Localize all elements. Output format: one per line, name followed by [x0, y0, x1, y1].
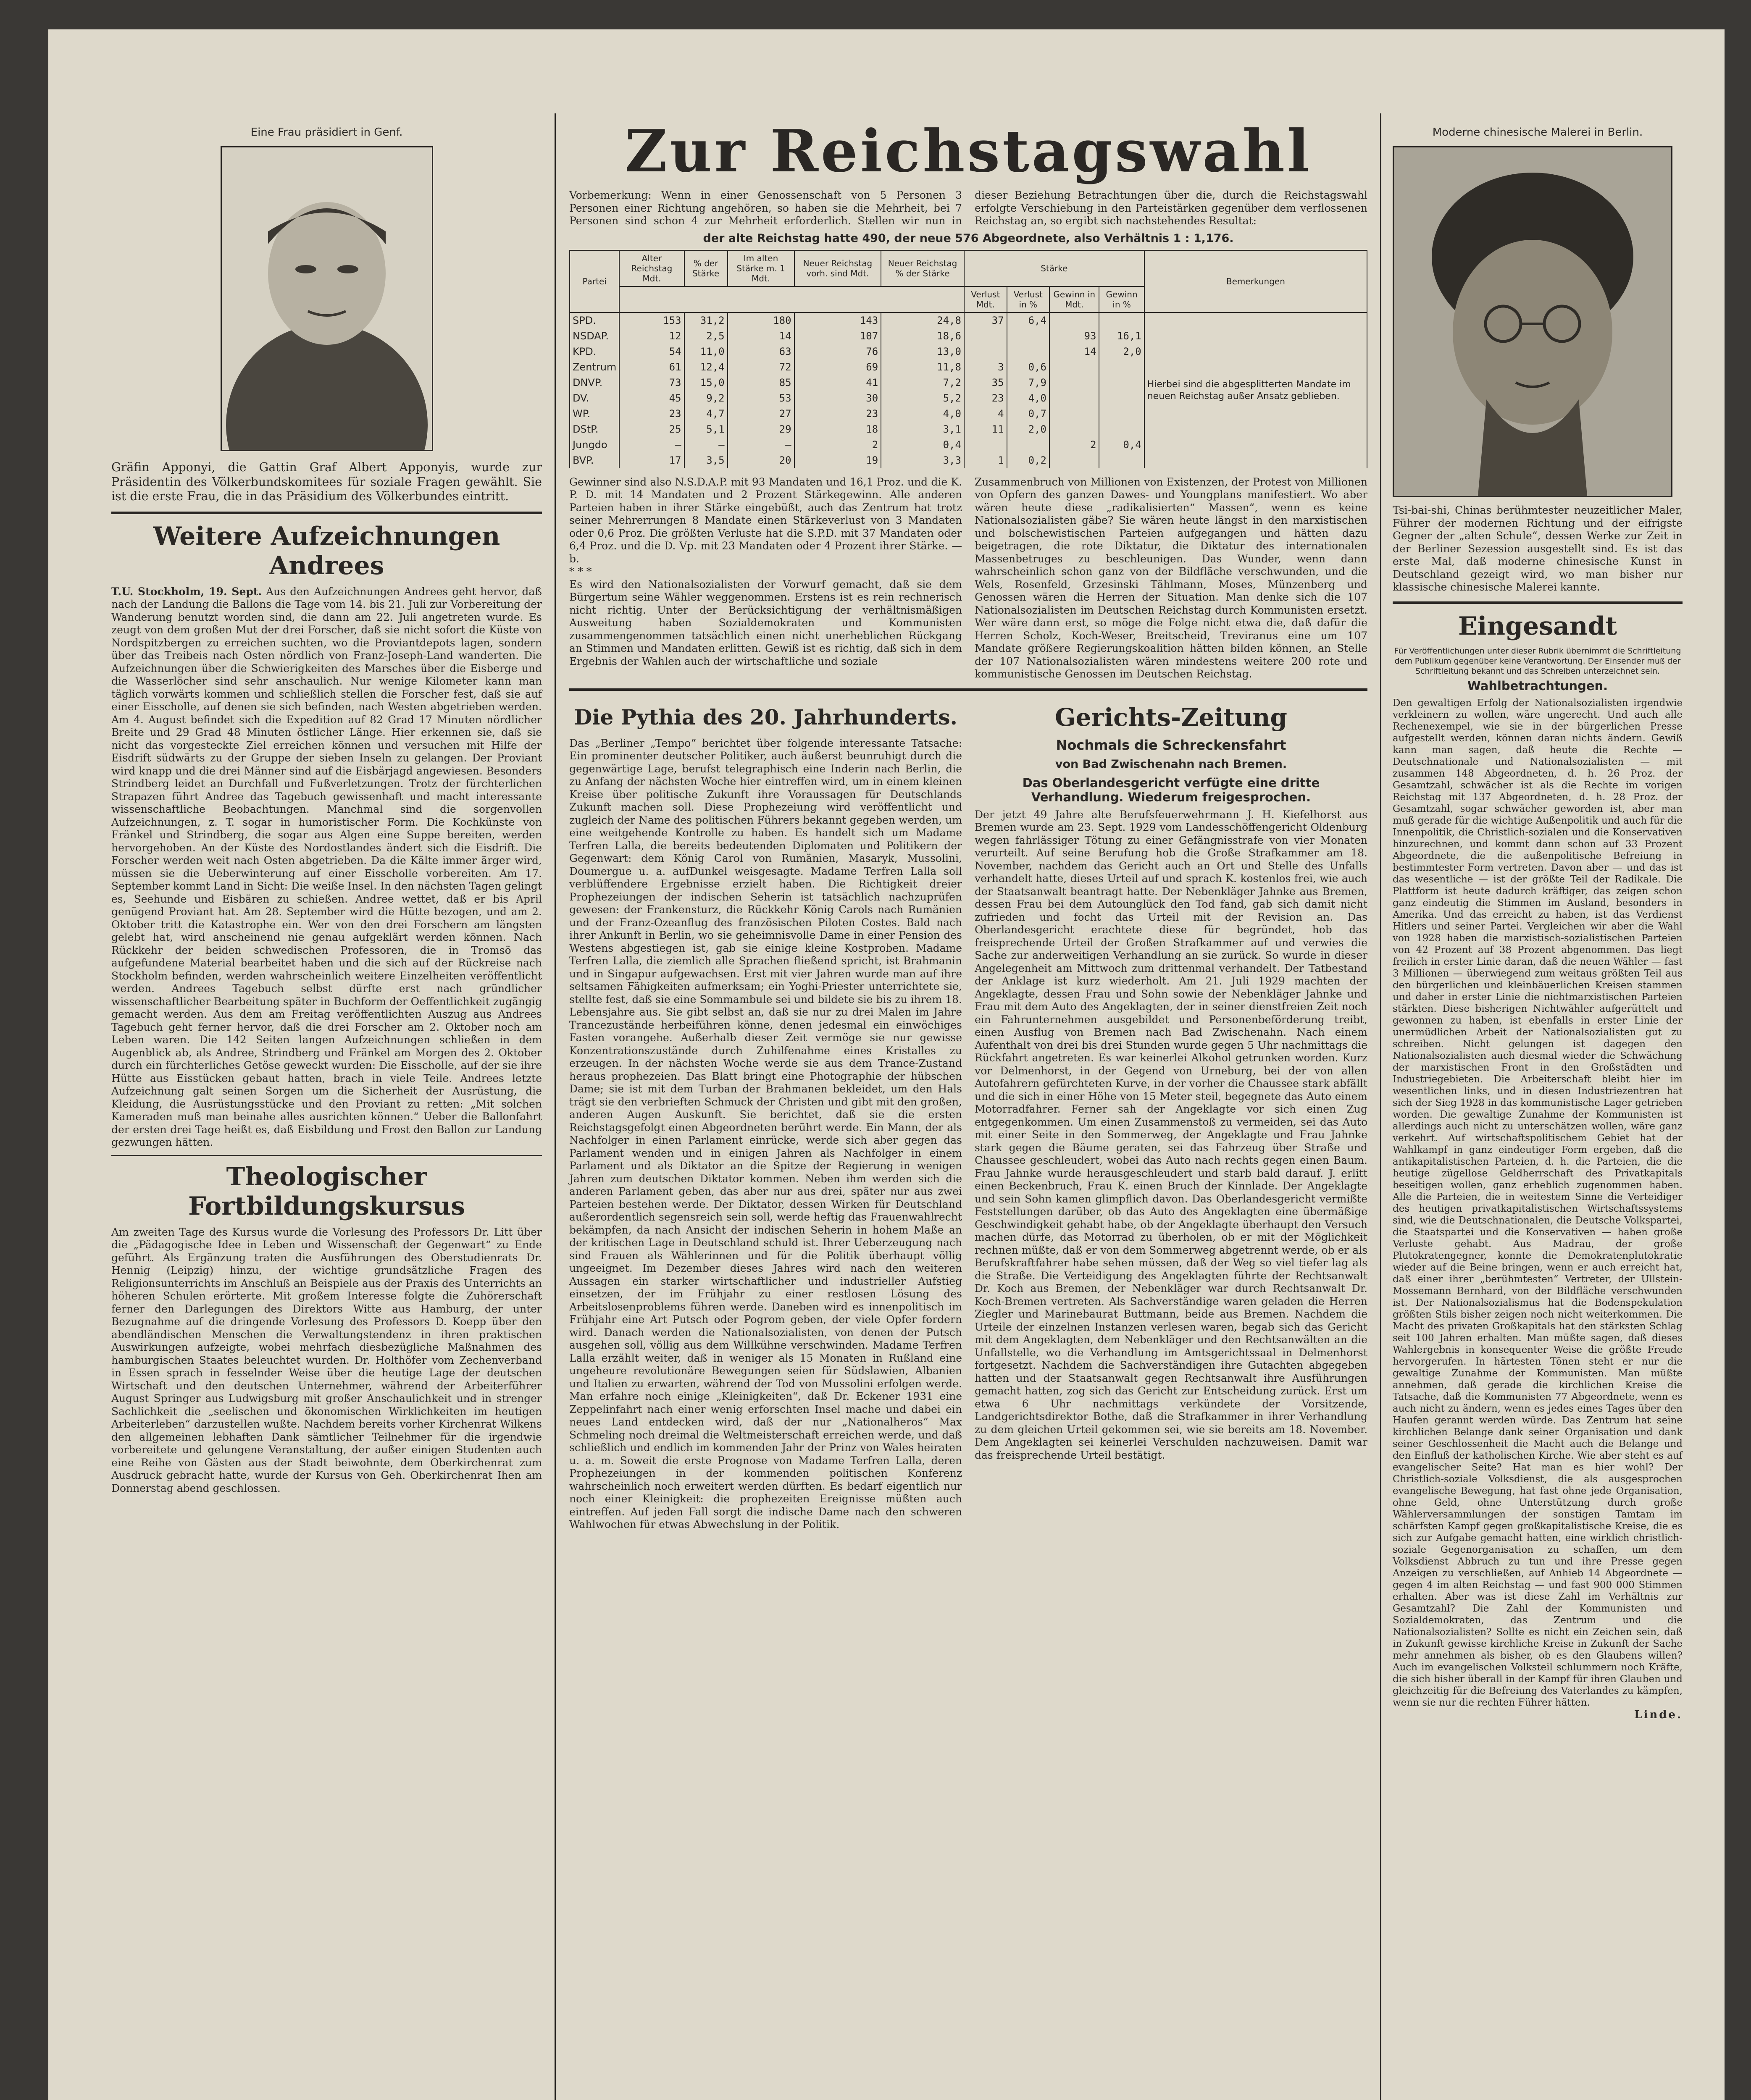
table-cell: 23	[794, 406, 881, 422]
court-body: Der jetzt 49 Jahre alte Berufsfeuerwehrmann J. H. Kiefelhorst aus Bremen wurde am 23. Sept. 1929 vom Landesschöffengericht Oldenburg wegen fahrlässiger Tötung zu einer Gefängnisstrafe von vier Monaten verurteilt. Auf seine Berufung hob die Große Strafkammer am 18. November, nachdem das Gericht auch an Ort und Stelle des Unfalls verhandelt hatte, dieses Urteil auf und sprach K. kostenlos frei, wie auch der Staatsanwalt beantragt hatte. Der Nebenkläger Jahnke aus Bremen, dessen Frau bei dem Autounglück den Tod fand, gab sich damit nicht zufrieden und focht das Urteil mit der Revision an. Das Oberlandesgericht erachtete diese für begründet, hob das freisprechende Urteil der Großen Strafkammer auf und verwies die Sache zur anderweitigen Verhandlung an sie zurück. So wurde in dieser Angelegenheit am Mittwoch zum drittenmal verhandelt. Der Tatbestand der Anklage ist kurz wiederholt. Am 21. Juli 1929 machten der Angeklagte, dessen Frau und Sohn sowie der Nebenkläger Jahnke und Frau mit dem Auto des Angeklagten, der in seiner dienstfreien Zeit noch ein Fahrunternehmen ausgebildet und Personenbeförderung treibt, einen Ausflug von Bremen nach Bad Zwischenahn. Nach einem Aufenthalt von drei bis drei Stunden wurde gegen 5 Uhr nachmittags die Rückfahrt angetreten. Es war keinerlei Alkohol getrunken worden. Kurz vor Delmenhorst, in der Gegend von Urneburg, bei der von allen Autofahrern gefürchteten Kurve, in der vorher die Chaussee stark abfällt und die sich in einer Höhe von 15 Meter steil, begegnete das Auto einem Motorradfahrer. Ferner sah der Angeklagte vor sich einen Zug entgegenkommen. Um einen Zusammenstoß zu vermeiden, sei das Auto mit einer Seite in den Sommerweg, der Angeklagte und Frau Jahnke stark gegen die Bäume geraten, sei das Fahrzeug über Straße und Chaussee geschleudert, wobei das Auto nach rechts gegen einen Baum. Frau Jahnke wurde herausgeschleudert und starb bald darauf. J. erlitt einen Beckenbruch, Frau K. einen Bruch der Kinnlade. Der Angeklagte und sein Sohn kamen glimpflich davon. Das Oberlandesgericht vermißte Feststellungen darüber, ob das Auto des Angeklagten eine übermäßige Geschwindigkeit gehabt habe, ob der Angeklagte überhaupt den Versuch machen dürfe, das Motorrad zu überholen, ob er mit der Möglichkeit rechnen müßte, daß er von dem Sommerweg abgetrennt werde, ob er als Berufskraftfahrer habe sehen müssen, daß der Weg so viel tiefer lag als die Straße. Die Verteidigung des Angeklagten führte der Rechtsanwalt Dr. Koch aus Bremen, der Nebenkläger war durch Rechtsanwalt Dr. Koch-Bremen vertreten. Als Sachverständige waren geladen die Herren Ziegler und Marinebaurat Buttmann, beide aus Bremen. Nachdem die Urteile der einzelnen Instanzen verlesen waren, begab sich das Gericht mit dem Angeklagten, dem Nebenkläger und den Rechtsanwälten an die Unfallstelle, wo die Verhandlung im Amtsgerichtssaal in Delmenhorst fortgesetzt. Nachdem die Sachverständigen ihre Gutachten abgegeben hatten und der Staatsanwalt gegen Rechtsanwalt ihre Ausführungen gemacht hatten, zog sich das Gericht zur Entscheidung zurück. Erst um etwa 6 Uhr nachmittags verkündete der Vorsitzende, Landgerichtsdirektor Bothe, daß die Strafkammer in ihrer Verhandlung zu dem gleichen Urteil gekommen sei, wie sie bereits am 18. November. Dem Angeklagten sei keinerlei Verschulden nachzuweisen. Damit war das freisprechende Urteil bestätigt.	[975, 808, 1367, 1461]
table-cell: 69	[794, 360, 881, 375]
table-header: Neuer Reichstag % der Stärke	[881, 250, 964, 286]
left-photo-caption: Eine Frau präsidiert in Genf.	[250, 126, 403, 139]
table-cell: 3	[964, 360, 1007, 375]
table-cell: 3,3	[881, 453, 964, 468]
table-cell: 37	[964, 312, 1007, 328]
table-cell: 4,0	[881, 406, 964, 422]
apponyi-photo	[221, 146, 433, 451]
table-cell: 6,4	[1007, 312, 1049, 328]
table-cell: 3,1	[881, 422, 964, 437]
table-cell: 17	[619, 453, 684, 468]
divider	[111, 512, 542, 514]
table-cell: 15,0	[684, 375, 728, 391]
party-name: BVP.	[570, 453, 619, 468]
center-column	[569, 29, 1367, 1531]
party-name: WP.	[570, 406, 619, 422]
table-cell	[1007, 328, 1049, 344]
table-cell: 16,1	[1099, 328, 1144, 344]
table-cell: 18	[794, 422, 881, 437]
party-name: DV.	[570, 391, 619, 406]
table-cell	[1049, 422, 1099, 437]
party-name: DStP.	[570, 422, 619, 437]
table-cell	[1099, 422, 1144, 437]
table-cell: 5,2	[881, 391, 964, 406]
court-subheadline: Nochmals die Schreckensfahrt	[1056, 737, 1286, 753]
table-cell: 41	[794, 375, 881, 391]
lower-center-section	[569, 698, 1367, 1531]
eingesandt-body: Den gewaltigen Erfolg der Nationalsozialisten irgendwie verkleinern zu wollen, wäre ungerecht. Und auch alle Rechenexempel, wie sie in der bürgerlichen Presse aufgestellt werden, können daran nichts ändern. Gewiß kann man sagen, daß heute die Rechte — Deutschnationale und Nationalsozialisten — mit zusammen 148 Abgeordneten, d. h. 26 Proz. der Gesamtzahl, schwächer ist als die Rechte im vorigen Reichstag mit 137 Abgeordneten, d. h. 28 Proz. der Gesamtzahl, sogar schwächer geworden ist, aber man muß gerade für die wichtige Außenpolitik und auch für die Innenpolitik, die Christlich-sozialen und die Konservativen hinzurechnen, und kommt dann schon auf 33 Prozent Abgeordnete, die die außenpolitische Befreiung in bestimmtester Form vertreten. Davon aber — und das ist das wesentliche — ist der größte Teil der Radikale. Die Plattform ist heute dadurch kräftiger, das zeigen schon ganz eindeutig die Stimmen im Ausland, besonders in Amerika. Und das erreicht zu haben, ist das Verdienst Hitlers und seiner Partei. Vergleichen wir aber die Wahl von 1928 haben die marxistisch-sozialistischen Parteien von 42 Prozent auf 38 Prozent abgenommen. Das liegt freilich in erster Linie daran, daß die neuen Wähler — fast 3 Millionen — überwiegend zum weitaus größten Teil aus den bürgerlichen und kleinbäuerlichen Kreisen stammen und daher in erster Linie die nichtmarxistischen Parteien stärkten. Diese bisherigen Nichtwähler aufgerüttelt und gewonnen zu haben, ist ebenfalls in erster Linie der unermüdlichen Arbeit der Nationalsozialisten gut zu schreiben. Nicht gelungen ist dagegen den Nationalsozialisten auch diesmal wieder die Schwächung der marxistischen Front in den Großstädten und Industriegebieten. Die Arbeiterschaft bleibt hier im wesentlichen links, und in diesen Industriezentren hat sich der Sieg 1928 in das kommunistische Lager getrieben worden. Die gewaltige Zunahme der Kommunisten ist allerdings auch nicht zu unterschätzen wollen, wäre ganz verkehrt. Auf wirtschaftspolitischem Gebiet hat der Wahlkampf in ganz eindeutiger Form ergeben, daß die antikapitalistischen Parteien, d. h. die Parteien, die die heutige zügellose Geldherrschaft des Privatkapitals beseitigen wollen, ganz erheblich zugenommen haben. Alle die Parteien, die in weitestem Sinne die Verteidiger des heutigen privatkapitalistischen Wirtschaftssystems sind, wie die Deutschnationalen, die Deutsche Volkspartei, die Staatspartei und die Konservativen — haben große Verluste gehabt. Aus Madrau, der große Plutokratengegner, konnte die Demokratenplutokratie wieder auf die Beine bringen, wenn er auch erreicht hat, daß einer ihrer „berühmtesten“ Vertreter, der Ullstein-Mossemann Bernhard, von der Bildfläche verschwunden ist. Der Nationalsozialismus hat die Bodenspekulation größten Stils bisher zeigen noch nicht weiterkommen. Die Macht des privaten Großkapitals hat den stärksten Schlag seit 100 Jahren erhalten. Man müßte sagen, daß dieses Wahlergebnis in konsequenter Weise die größte Freude hervorgerufen. In härtesten Tönen steht er nur die gewaltige Zunahme der Kommunisten. Man müßte annehmen, daß gerade die kirchlichen Kreise die Tatsache, daß die Kommunisten 77 Abgeordnete, wenn es auch nicht zu ändern, wenn es jedes eines Tages über den Haufen gerannt werden würde. Das Zentrum hat seine kirchlichen Belange dank seiner Organisation und dank seiner Geschlossenheit die Macht auch die Belange und den Einfluß der katholischen Kirche. Wie aber steht es auf evangelischer Seite? Hat man es hier wohl? Der Christlich-soziale Volksdienst, die als ausgesprochen evangelische Bewegung, hat fast ohne jede Organisation, ohne Geld, ohne Unterstützung durch große Wählerversammlungen der sonstigen Tamtam im schärfsten Kampf gegen großkapitalistische Kreise, die es sich zur Aufgabe gemacht hatten, eine wirklich christlich-soziale Gegenorganisation zu schaffen, um dem Volksdienst Abbruch zu tun und ihre Presse gegen Anzeigen zu verschließen, auf Anhieb 14 Abgeordnete — gegen 4 im alten Reichstag — und fast 900 000 Stimmen erhalten. Aber was ist diese Zahl im Verhältnis zur Gesamtzahl? Die Zahl der Kommunisten und Sozialdemokraten, das Zentrum und die Nationalsozialisten? Sollte es nicht ein Zeichen sein, daß in Zukunft gewisse kirchliche Kreise in Zukunft der Sache mehr annehmen als bisher, ob es den Glaubens willen? Auch im evangelischen Volksteil schlummern noch Kräfte, die sich bisher überall in der Kampf für ihren Glauben und gleichzeitig für die Befreiung des Vaterlandes zu kämpfen, wenn sie nur die rechten Führer hätten.	[1393, 697, 1683, 1708]
table-cell	[1099, 312, 1144, 328]
table-cell: 93	[1049, 328, 1099, 344]
table-cell: 12,4	[684, 360, 728, 375]
table-cell: 0,6	[1007, 360, 1049, 375]
right-column	[1393, 29, 1683, 1721]
table-cell: 29	[728, 422, 794, 437]
table-header: Verlust in %	[1007, 286, 1049, 312]
divider	[569, 688, 1367, 691]
party-name: Zentrum	[570, 360, 619, 375]
newspaper-page	[48, 29, 1725, 2100]
eingesandt-headline: Eingesandt	[1458, 611, 1617, 641]
table-header: Gewinn in %	[1099, 286, 1144, 312]
table-cell: 20	[728, 453, 794, 468]
reichstagswahl-headline: Zur Reichstagswahl	[625, 117, 1312, 185]
table-cell	[1049, 375, 1099, 391]
table-cell: 76	[794, 344, 881, 360]
table-cell	[964, 344, 1007, 360]
table-cell: 23	[619, 406, 684, 422]
table-cell: 11,8	[881, 360, 964, 375]
court-subheadline-2: von Bad Zwischenahn nach Bremen.	[1055, 757, 1287, 771]
analysis-right: Zusammenbruch von Millionen von Existenzen, der Protest von Millionen von Opfern des ganzen Dawes- und Youngplans manifestiert. Wo aber wären heute diese „radikalisierten“ Massen“, wenn es keine Nationalsozialisten gäbe? Sie wären heute längst in den marxistischen und bolschewistischen Parteien aufgegangen und hätten dazu beigetragen, die rote Diktatur, die Diktatur des internationalen Massenbetruges zu beschleunigen. Das Wunder, wenn dann wahrscheinlich schon ganz von der Bildfläche verschwunden, und die Wels, Rosenfeld, Grzesinski Tählmann, Moses, Münzenberg und Genossen wären die Herren der Situation. Man denke sich die 107 Nationalsozialisten im Deutschen Reichstag durch Kommunisten ersetzt. Wer wäre dann erst, so möge die Folge nicht etwa die, daß dafür die Herren Scholz, Koch-Weser, Breitscheid, Treviranus eine um 107 Mandate größere Regierungskoalition hätten bilden können, an Stelle der 107 Nationalsozialisten wären mindestens weitere 200 rote und kommunistische Genossen im Deutschen Reichstag.	[975, 475, 1367, 680]
table-cell	[1007, 344, 1049, 360]
table-cell	[1049, 406, 1099, 422]
table-cell: 107	[794, 328, 881, 344]
table-cell: 30	[794, 391, 881, 406]
table-cell: 61	[619, 360, 684, 375]
andree-dateline: T.U. Stockholm, 19. Sept.	[111, 585, 262, 598]
table-cell: 143	[794, 312, 881, 328]
table-header: Im alten Stärke m. 1 Mdt.	[728, 250, 794, 286]
table-cell	[1099, 453, 1144, 468]
table-cell: 12	[619, 328, 684, 344]
table-cell: 3,5	[684, 453, 728, 468]
apponyi-caption-text: Gräfin Apponyi, die Gattin Graf Albert Apponyis, wurde zur Präsidentin des Völkerbundskomitees für soziale Fragen gewählt. Sie ist die erste Frau, die in das Präsidium des Völkerbundes eintritt.	[111, 460, 542, 504]
table-cell: 85	[728, 375, 794, 391]
table-cell: —	[728, 437, 794, 453]
table-header: Alter Reichstag Mdt.	[619, 250, 684, 286]
table-cell: 73	[619, 375, 684, 391]
theology-headline: Theologischer Fortbildungskursus	[188, 1162, 465, 1221]
divider	[111, 1155, 542, 1156]
table-cell: 5,1	[684, 422, 728, 437]
table-cell: 0,7	[1007, 406, 1049, 422]
table-cell: 14	[728, 328, 794, 344]
left-column	[111, 29, 542, 1495]
column-rule-left	[555, 113, 556, 2100]
table-cell: 11	[964, 422, 1007, 437]
table-cell: 153	[619, 312, 684, 328]
eingesandt-disclaimer: Für Veröffentlichungen unter dieser Rubrik übernimmt die Schriftleitung dem Publikum gegenüber keine Verantwortung. Der Einsender muß der Schriftleitung bekannt und das Schreiben unterzeichnet sein.	[1394, 646, 1681, 676]
table-header: Neuer Reichstag vorh. sind Mdt.	[794, 250, 881, 286]
party-name: Jungdo	[570, 437, 619, 453]
column-rule-right	[1380, 113, 1381, 2100]
analysis-left: Gewinner sind also N.S.D.A.P. mit 93 Mandaten und 16,1 Proz. und die K. P. D. mit 14 Mandaten und 2 Prozent Stärkegewinn. Alle anderen Parteien haben in ihrer Stärke eingebüßt, auch das Zentrum hat trotz seiner Mehrerrungen 8 Mandate einen Stärkeverlust von 3 Mandaten oder 0,6 Proz. Die größten Verluste hat die S.P.D. mit 37 Mandaten oder 6,4 Proz. und die D. Vp. mit 23 Mandaten oder 4 Prozent ihrer Stärke. —b. * * * Es wird den Nationalsozialisten der Vorwurf gemacht, daß sie dem Bürgertum seine Wähler weggenommen. Erstens ist es rein rechnerisch nicht richtig. Unter der Berücksichtigung der verhältnismäßigen Ausweitung haben Sozialdemokraten und Kommunisten zusammengenommen tatsächlich einen nicht unerheblichen Rückgang an Stimmen und Mandaten erlitten. Gewiß ist es richtig, daß sich in dem Ergebnis der Wahlen auch der wirtschaftliche und soziale	[569, 475, 962, 667]
table-cell: 11,0	[684, 344, 728, 360]
table-cell: 0,2	[1007, 453, 1049, 468]
table-cell: 18,6	[881, 328, 964, 344]
table-cell: 25	[619, 422, 684, 437]
table-header: Verlust Mdt.	[964, 286, 1007, 312]
table-cell: 7,2	[881, 375, 964, 391]
table-cell: 2,0	[1099, 344, 1144, 360]
table-cell: 1	[964, 453, 1007, 468]
table-cell: 4	[964, 406, 1007, 422]
table-cell	[964, 328, 1007, 344]
table-row	[570, 312, 1367, 328]
table-cell	[1099, 360, 1144, 375]
party-name: KPD.	[570, 344, 619, 360]
table-cell: 2	[1049, 437, 1099, 453]
table-header: % der Stärke	[684, 250, 728, 286]
table-cell: 72	[728, 360, 794, 375]
andree-body: Aus den Aufzeichnungen Andrees geht hervor, daß nach der Landung die Ballons die Tage vom 14. bis 21. Juli zur Vorbereitung der Wanderung benutzt worden sind, die dann am 22. Juli angetreten wurde. Es zeugt von dem großen Mut der drei Forscher, daß sie nicht sofort die Küste von Nordspitzbergen zu erreichen suchten, wo die Proviantdepots lagen, sondern über das Treibeis nach Osten nördlich von Franz-Joseph-Land wanderten. Die Aufzeichnungen über die Schwierigkeiten des Marsches über die Eisberge und die Wasserlöcher sind sehr anschaulich. Nur wenige Kilometer kann man täglich vorwärts kommen und schließlich stellen die Forscher fest, daß sie auf einer Eisscholle, auf denen sie sich befinden, nach Westen abgetrieben werden. Am 4. August befindet sich die Expedition auf 82 Grad 17 Minuten nördlicher Breite und 29 Grad 48 Minuten östlicher Länge. Hier erkennen sie, daß sie nicht das vorgesteckte Ziel erreichen können und versuchen mit Hilfe der Eisdrift südwärts zu der Gruppe der sieben Inseln zu gelangen. Der Proviant wird knapp und die drei Männer sind auf die Eisbärjagd angewiesen. Besonders Strindberg leidet an Durchfall und Fußverletzungen. Trotz der fürchterlichen Strapazen führt Andree das Tagebuch gewissenhaft und macht interessante wissenschaftliche Beobachtungen. Manchmal sind die sorgenvollen Aufzeichnungen, z. T. sogar in humoristischer Form. Die Kochkünste von Fränkel und Strindberg, die sogar aus Algen eine Suppe bereiten, werden hervorgehoben. An der Küste des Nordostlandes ändert sich die Eisdrift. Die Forscher werden weit nach Osten abgetrieben. Da die Kälte immer ärger wird, müssen sie die Ueberwinterung auf einer Eisscholle vorbereiten. Am 17. September kommt Land in Sicht: Die weiße Insel. In den nächsten Tagen gelingt es, Seehunde und Eisbären zu schießen. Andree wettet, daß er bis April genügend Proviant hat. Am 28. September wird die Hütte bezogen, und am 2. Oktober tritt die Katastrophe ein. Wer von den drei Forschern am längsten gelebt hat, wird anscheinend nie genau aufgeklärt werden können. Nach Rückkehr der beiden schwedischen Professoren, die in Tromsö das aufgefundene Material bearbeitet haben und die sich auf der Rückreise nach Stockholm befinden, werden wahrscheinlich weitere Einzelheiten veröffentlicht werden. Andrees Tagebuch selbst dürfte erst nach gründlicher wissenschaftlicher Bearbeitung später in Buchform der Oeffentlichkeit zugängig gemacht werden. Aus dem am Freitag veröffentlichten Auszug aus Andrees Tagebuch geht ferner hervor, daß die drei Forscher am 2. Oktober noch am Leben waren. Die 142 Seiten langen Aufzeichnungen schließen in dem Augenblick ab, als Andree, Strindberg und Fränkel am Morgen des 2. Oktober durch ein fürchterliches Getöse geweckt wurden: Die Eisscholle, auf der sie ihre Hütte aus Eisstücken gebaut hatten, brach in viele Teile. Andrees letzte Aufzeichnung galt seinen Sorgen um die Sicherheit der Ausrüstung, die Kleidung, die Ausrüstungsstücke und den Proviant zu retten: „Mit solchen Kameraden muß man beinahe alles ausrichten können.“ Ueber die Ballonfahrt der ersten drei Tage heißt es, daß Eisbildung und Frost den Ballon zur Landung gezwungen hätten.	[111, 585, 542, 1149]
table-cell: 31,2	[684, 312, 728, 328]
table-cell	[1099, 391, 1144, 406]
eingesandt-subheadline: Wahlbetrachtungen.	[1467, 678, 1608, 693]
table-header: Gewinn in Mdt.	[1049, 286, 1099, 312]
pythia-headline: Die Pythia des 20. Jahrhunderts.	[574, 704, 957, 730]
court-summary: Das Oberlandesgericht verfügte eine dritte Verhandlung. Wiederum freigesprochen.	[1022, 775, 1320, 804]
divider	[1393, 601, 1683, 604]
party-name: DNVP.	[570, 375, 619, 391]
table-cell: 54	[619, 344, 684, 360]
right-photo-caption: Moderne chinesische Malerei in Berlin.	[1432, 126, 1643, 139]
table-cell: 9,2	[684, 391, 728, 406]
table-header: Partei	[570, 250, 619, 312]
court-headline: Gerichts-Zeitung	[1055, 703, 1287, 732]
table-cell: 63	[728, 344, 794, 360]
andree-headline: Weitere Aufzeichnungen Andrees	[153, 521, 500, 580]
table-cell: 0,4	[881, 437, 964, 453]
table-cell: 53	[728, 391, 794, 406]
table-cell: 2	[794, 437, 881, 453]
table-cell	[1007, 437, 1049, 453]
table-cell: 2,0	[1007, 422, 1049, 437]
table-cell: 45	[619, 391, 684, 406]
table-cell	[1099, 406, 1144, 422]
seat-ratio-line: der alte Reichstag hatte 490, der neue 576 Abgeordnete, also Verhältnis 1 : 1,176.	[703, 231, 1234, 245]
andree-article	[111, 585, 542, 1149]
table-cell: 35	[964, 375, 1007, 391]
table-cell: 4,0	[1007, 391, 1049, 406]
table-cell	[1049, 312, 1099, 328]
table-cell: 2,5	[684, 328, 728, 344]
table-cell: 27	[728, 406, 794, 422]
table-cell: 14	[1049, 344, 1099, 360]
table-group-header: Stärke	[964, 250, 1144, 286]
analysis-section	[569, 476, 1367, 681]
reichstagswahl-intro: Vorbemerkung: Wenn in einer Genossenschaft von 5 Personen 3 Personen einer Richtung angehören, so haben sie die Mehrheit, bei 7 Personen sind schon 4 zur Mehrheit erforderlich. Stellen wir nun in dieser Beziehung Betrachtungen über die, durch die Reichstagswahl erfolgte Verschiebung in den Parteistärken gegenüber dem verflossenen Reichstag an, so ergibt sich nachstehendes Resultat:	[569, 189, 1367, 227]
table-cell: 180	[728, 312, 794, 328]
table-header: Bemerkungen	[1144, 250, 1367, 312]
painter-photo	[1393, 146, 1672, 497]
table-note: Hierbei sind die abgesplitterten Mandate im neuen Reichstag außer Ansatz geblieben.	[1144, 312, 1367, 468]
party-name: NSDAP.	[570, 328, 619, 344]
painter-caption-text: Tsi-bai-shi, Chinas berühmtester neuzeitlicher Maler, Führer der modernen Richtung und der eifrigste Gegner der „alten Schule“, dessen Werke zur Zeit in der Berliner Sezession ausgestellt sind. Es ist das erste Mal, daß moderne chinesische Kunst in Deutschland gezeigt wird, wo man bisher nur klassische chinesische Malerei kannte.	[1393, 504, 1683, 593]
table-cell	[1099, 375, 1144, 391]
table-cell: 7,9	[1007, 375, 1049, 391]
party-strength-table	[569, 250, 1367, 468]
table-cell	[1049, 391, 1099, 406]
eingesandt-signature: Linde.	[1634, 1708, 1683, 1721]
table-cell: 19	[794, 453, 881, 468]
table-cell: 0,4	[1099, 437, 1144, 453]
table-cell	[1049, 360, 1099, 375]
pythia-body: Das „Berliner „Tempo“ berichtet über folgende interessante Tatsache: Ein prominenter deutscher Politiker, auch äußerst beunruhigt durch die gegenwärtige Lage, berufst telegraphisch eine Inderin nach Berlin, die zu Anfang der nächsten Woche hier eintreffen wird, um in einem kleinen Kreise über politische Zukunft ihre Voraussagen für Deutschlands Zukunft machen soll. Diese Prophezeiung wird veröffentlicht und zugleich der Name des politischen Führers bekannt gegeben werden, um eine weitgehende Kontrolle zu haben. Es handelt sich um Madame Terfren Lalla, die bereits bedeutenden Diplomaten und Politikern der Gegenwart: dem König Carol von Rumänien, Masaryk, Mussolini, Doumergue u. a. aufDunkel weisgesagte. Madame Terfren Lalla soll verblüffendere Ergebnisse erzielt haben. Die Richtigkeit dreier Prophezeiungen der indischen Seherin ist tatsächlich nachzuprüfen gewesen: der Frankensturz, die Rückkehr König Carols nach Rumänien und der Franz-Ozeanflug des französischen Piloten Costes. Bald nach ihrer Ankunft in Berlin, wo sie geheimnisvolle Dame in einer Pension des Westens abgestiegen ist, gab sie einige kleine Kostproben. Madame Terfren Lalla, die ziemlich alle Sprachen fließend spricht, ist Brahmanin und in Singapur aufgewachsen. Erst mit vier Jahren wurde man auf ihre seltsamen Fähigkeiten aufmerksam; ein Yoghi-Priester unterrichtete sie, stellte fest, daß sie eine Sommambule sei und bildete sie bis zu ihrem 18. Lebensjahre aus. Sie gibt selbst an, daß sie nur zu drei Malen im Jahre Trancezustände herbeiführen könne, denen jedesmal ein einwöchiges Fasten vorangehe. Außerhalb dieser Zeit vermöge sie nur gewisse Konzentrationszustände durch Zuhilfenahme eines Kristalles zu erzeugen. In der nächsten Woche werde sie aus dem Trance-Zustand heraus prophezeien. Das Blatt bringt eine Photographie der hübschen Dame; sie ist mit dem Turban der Brahmanen bekleidet, um den Hals trägt sie den verbrieften Schmuck der Christen und gibt mit den großen, anderen Augen Auskunft. Sie berichtet, daß sie die ersten Reichstagsgefolgt einen Abgeordneten berührt werde. Ein Mann, der als Nachfolger in einen Parlament einrücke, werde sich aber gegen das Parlament wenden und in einigen Jahren als Nachfolger in einem Parlament und als Diktator an die Spitze der Regierung in wenigen Jahren zum deutschen Diktator kommen. Neben ihm werden sich die anderen Parlament geben, das aber nur aus drei, später nur aus zwei Parteien bestehen werde. Der Diktator, dessen Wirken für Deutschland außerordentlich segensreich sein soll, werde heftig das Frauenwahlrecht bekämpfen, da nach Ansicht der indischen Seherin in hohem Maße an der kritischen Lage in Deutschland schuld ist. Ihrer Ueberzeugung nach sind Frauen als Wählerinnen und für die Politik überhaupt völlig ungeeignet. Im Dezember dieses Jahres wird nach den weiteren Aussagen ein starker wirtschaftlicher und industrieller Aufstieg einsetzen, der im Frühjahr zu einer restlosen Lösung des Arbeitslosenproblems führen werde. Daneben wird es innenpolitisch im Frühjahr eine Art Putsch oder Pogrom geben, der viele Opfer fordern wird. Danach werden die Nationalsozialisten, von denen der Putsch ausgehen soll, völlig aus dem Willkühne verschwinden. Madame Terfren Lalla erzählt weiter, daß in weniger als 15 Monaten in Rußland eine ungeheure revolutionäre Bewegungen seien für Südslawien, Albanien und Italien zu erwarten, während der Tod von Mussolini erfolgen werde. Man erfahre noch einige „Kleinigkeiten“, daß Dr. Eckener 1931 eine Zeppelinfahrt nach einer wenig erforschten Insel mache und dabei ein neues Land entdecken wird, daß der nur „Nationalheros“ Max Schmeling noch dreimal die Weltmeisterschaft erreichen werde, und daß schließlich und endlich im kommenden Jahr der Prinz von Wales heiraten u. a. m. Soweit die erste Prognose von Madame Terfren Lalla, deren Prophezeiungen in der kommenden politischen Konferenz wahrscheinlich noch erweitert werden dürften. Es bedarf eigentlich nur noch einer Kleinigkeit: die prophezeiten Ereignisse müßten auch eintreffen. Auf jeden Fall sorgt die indische Dame nach den schweren Wahlwochen für etwas Abwechslung in der Politik.	[569, 737, 962, 1530]
table-cell: 4,7	[684, 406, 728, 422]
theology-body: Am zweiten Tage des Kursus wurde die Vorlesung des Professors Dr. Litt über die „Pädagogische Idee in Leben und Wissenschaft der Gegenwart“ zu Ende geführt. Als Ergänzung traten die Ausführungen des Oberstudienrats Dr. Hennig (Leipzig) hinzu, der wichtige grundsätzliche Fragen des Religionsunterrichts im Anschluß an Beispiele aus der Praxis des Unterrichts an höheren Schulen erörterte. Mit großem Interesse folgte die Zuhörerschaft ferner den Darlegungen des Direktors Witte aus Hamburg, der unter Bezugnahme auf die dringende Vorlesung des Professors D. Koepp über den abendländischen Menschen die Verwaltungstendenz in ihren praktischen Auswirkungen aufzeigte, wobei mehrfach diesbezügliche Maßnahmen des hamburgischen Staates beleuchtet wurden. Dr. Holthöfer vom Zechenverband in Essen sprach in fesselnder Weise über die heutige Lage der deutschen Wirtschaft und den deutschen Unternehmer, während der Arbeiterführer August Springer aus Ludwigsburg mit großer Anschaulichkeit und in strenger Sachlichkeit die „seelischen und ökonomischen Wirklichkeiten im heutigen Arbeiterleben“ darzustellen wußte. Nachdem bereits vorher Kirchenrat Wilkens den allgemeinen lebhaften Dank sämtlicher Teilnehmer für die irgendwie vorbereitete und gelungene Veranstaltung, der außer einigen Studenten auch eine Reihe von Gästen aus der Stadt beiwohnte, dem Oberkirchenrat zum Ausdruck gebracht hatte, wurde der Kursus von Geh. Oberkirchenrat Ihen am Donnerstag abend geschlossen.	[111, 1226, 542, 1494]
table-cell: —	[619, 437, 684, 453]
table-cell	[1049, 453, 1099, 468]
table-cell	[964, 437, 1007, 453]
table-cell: 23	[964, 391, 1007, 406]
table-cell: 24,8	[881, 312, 964, 328]
table-cell: 13,0	[881, 344, 964, 360]
party-name: SPD.	[570, 312, 619, 328]
table-cell: —	[684, 437, 728, 453]
